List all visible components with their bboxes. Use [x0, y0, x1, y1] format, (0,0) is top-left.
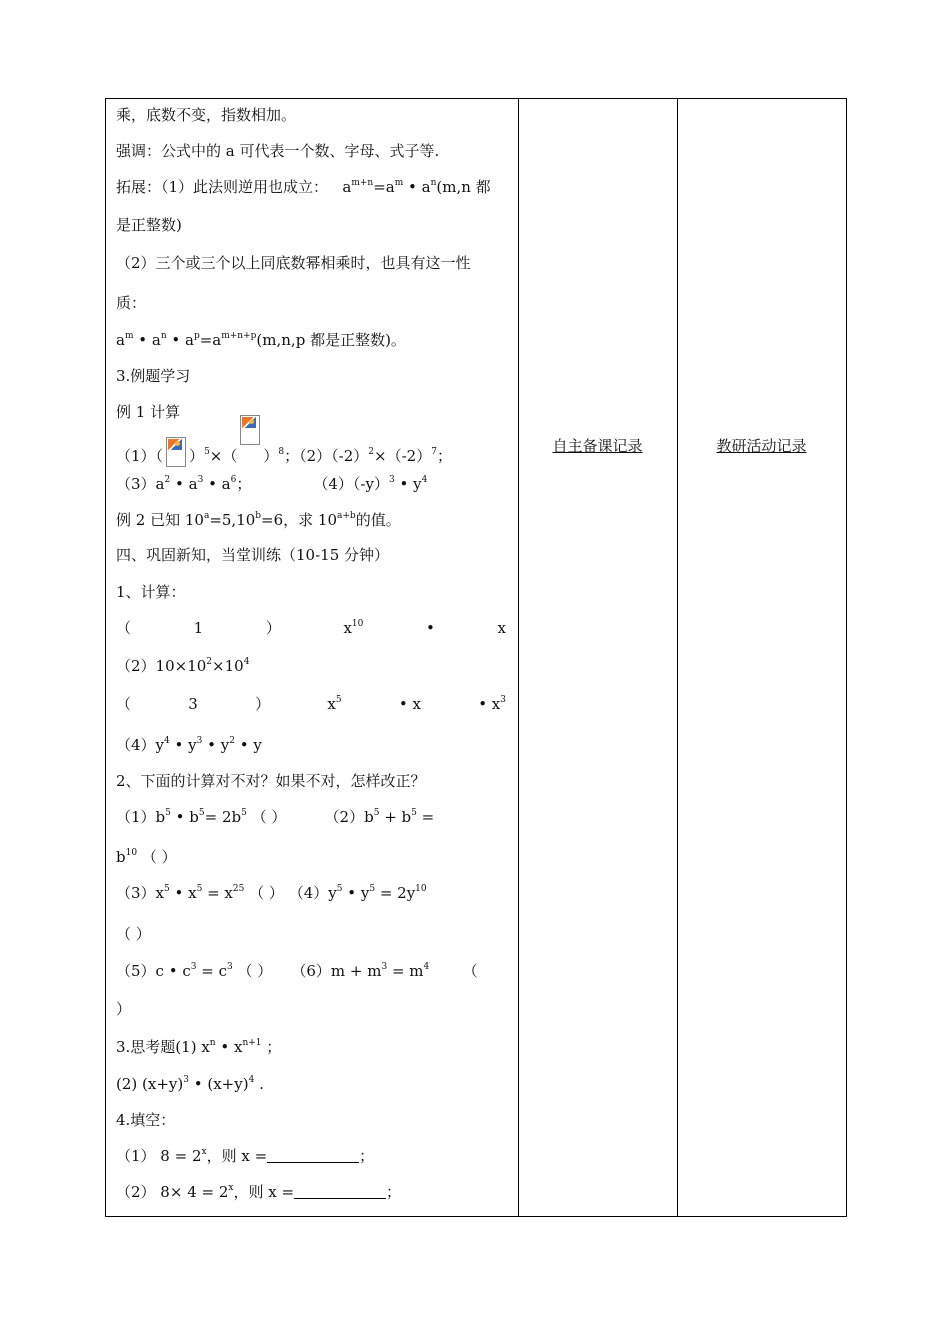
exercise-line: $(4)y^4$ • $y^3$ • $y^2$ • y — [116, 736, 262, 754]
lesson-table — [105, 98, 847, 1217]
text-line: （2）三个或三个以上同底数幂相乘时，也具有这一性 — [116, 254, 471, 272]
broken-image-icon — [166, 437, 186, 467]
section-heading: 3.例题学习 — [116, 367, 191, 385]
exercise-line: （5）c • $c^3 = c^3$ （ ） $(6)m + m^3 = m^4$ （ — [116, 962, 478, 980]
text-line: 拓展：（1）此法则逆用也成立： $a^{m+n}=a^m$ • $a^n(m,n$ 都 — [116, 178, 491, 196]
example-heading: 例 2 已知 $10^a=5,10^b=6$，求 $10^{a+b}$的值。 — [116, 511, 401, 529]
text-line: $(3)a^2$ • $a^3$ • $a^6$； $(4)(-y)^3$ • $y^4$ — [116, 475, 428, 493]
exercise-line: ） — [116, 1000, 132, 1018]
exercise-line: $b^{10}$ （ ） — [116, 848, 177, 866]
broken-image-icon — [240, 415, 260, 445]
text-line: 是正整数) — [116, 216, 182, 234]
text-line: 强调：公式中的 a 可代表一个数、字母、式子等. — [116, 142, 440, 160]
text-line: 1、计算： — [116, 583, 186, 601]
exercise-line: （ ） — [116, 925, 151, 943]
exercise-line: $(1)b^5$ • $b^5= 2b^5$ （ ） $(2)b^5 + b^5$ = — [116, 808, 435, 826]
team-activity-column — [677, 99, 846, 1216]
text-line: (2) $(x+y)^3$ • $(x+y)^4$ . — [116, 1075, 264, 1093]
exercise-line: $(2)10\times 10^2\times 10^4$ — [116, 657, 250, 675]
text-line: 质： — [116, 294, 147, 312]
text-line: （1）（ ）$^5$×（ ）$^8$；$(2)(-2)^2\times(-2)^7$； — [116, 437, 510, 467]
team-activity-label: 教研活动记录 — [716, 437, 807, 455]
exercise-line: （ 3 ） $x^5$ • x • $x^3$ — [116, 695, 506, 713]
answer-blank[interactable] — [294, 1184, 386, 1199]
self-prep-label: 自主备课记录 — [552, 437, 643, 455]
text-line: $a^m$ • $a^n$ • $a^p=a^{m+n+p}(m,n,p$ 都是正整数)。 — [116, 331, 406, 349]
text-line: 2、下面的计算对不对？如果不对，怎样改正？ — [116, 772, 426, 790]
fill-blank-line: （2） $8\times 4 = 2^x$，则 x = ； — [116, 1183, 402, 1201]
text-line: 4.填空： — [116, 1111, 176, 1129]
section-heading: 四、巩固新知，当堂训练（10-15 分钟） — [116, 546, 390, 564]
fill-blank-line: （1） $8 = 2^x$，则 x = ； — [116, 1147, 375, 1165]
text-line: 3.思考题(1) $x^n$ • $x^{n+1}$ ； — [116, 1038, 282, 1056]
exercise-line: $(3)x^5$ • $x^5 = x^{25}$ （ ） $(4)y^5$ • $y^5 = 2y^{10}$ — [116, 884, 427, 902]
answer-blank[interactable] — [267, 1148, 359, 1163]
exercise-line: （ 1 ） $x^{10}$ • x — [116, 619, 506, 637]
example-heading: 例 1 计算 — [116, 403, 181, 421]
text-line: 乘，底数不变，指数相加。 — [116, 106, 297, 124]
main-content-column — [106, 99, 518, 1216]
self-prep-column — [518, 99, 677, 1216]
